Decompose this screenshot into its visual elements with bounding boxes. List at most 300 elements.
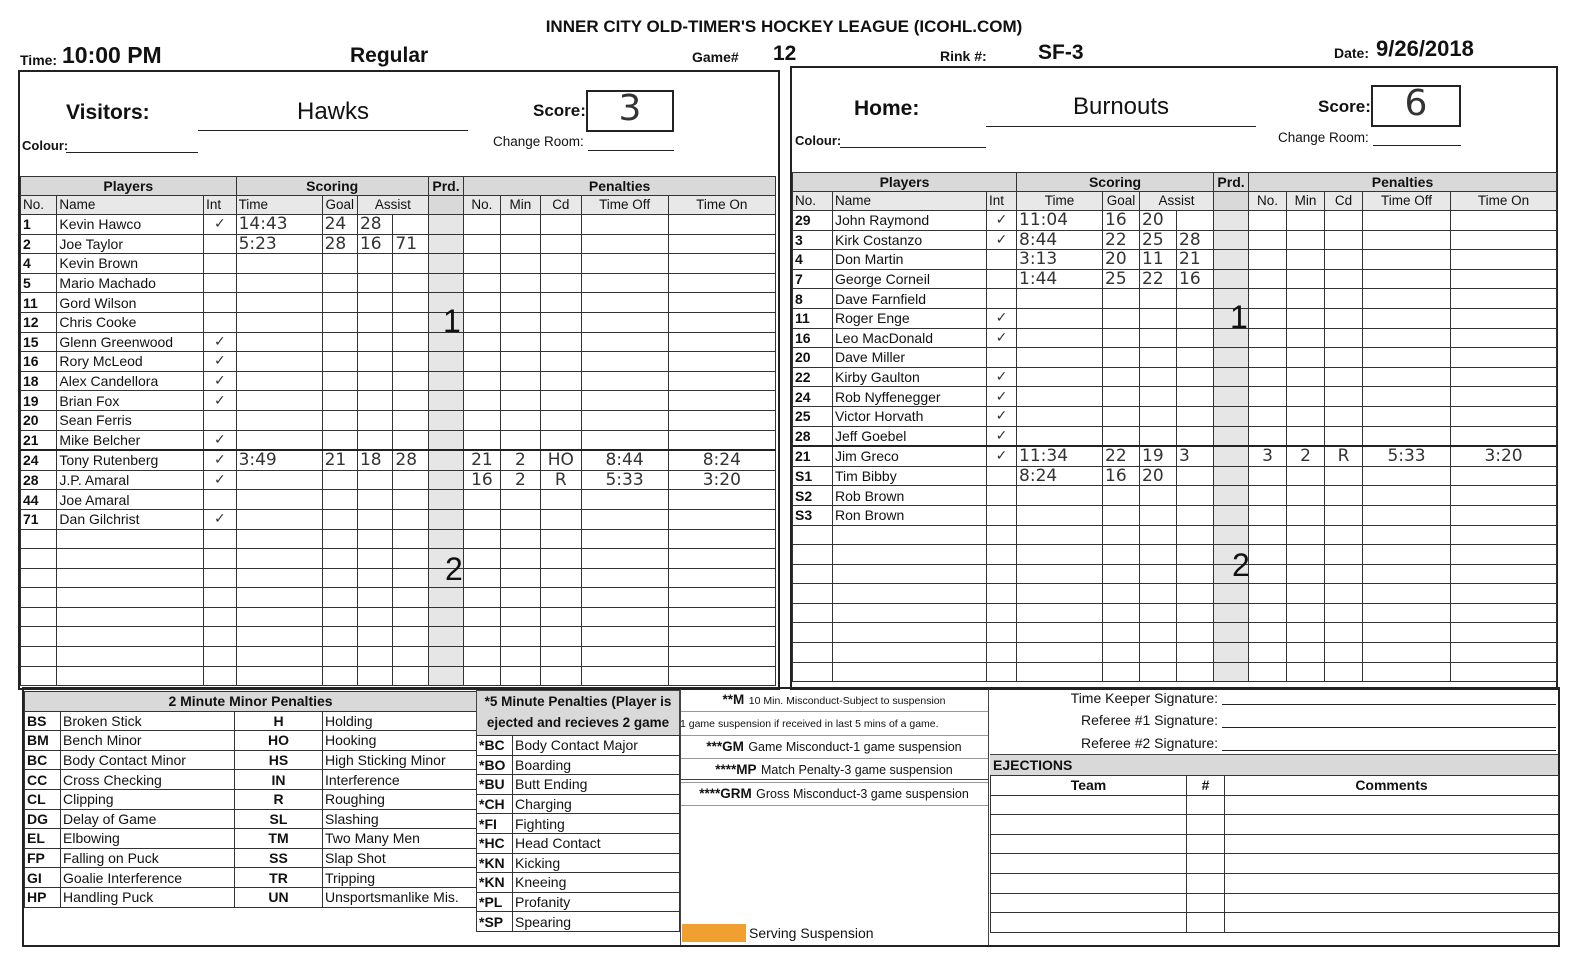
table-row (793, 387, 1557, 407)
penalty-cell (541, 293, 581, 313)
player-number: 7 (793, 269, 833, 289)
player-number (21, 529, 57, 549)
player-int-check: ✓ (987, 406, 1017, 426)
player-number: 4 (793, 250, 833, 270)
penalty-code: BM (25, 731, 61, 751)
penalty-cell (1287, 367, 1325, 387)
penalty-cell (541, 391, 581, 411)
penalty-cell (1287, 230, 1325, 250)
penalty-cell (668, 509, 775, 529)
penalty-number: 3 (1249, 446, 1287, 466)
scoring-assist: 20 (1140, 466, 1177, 486)
scoring-cell (1177, 387, 1214, 407)
penalty-cell (1451, 348, 1557, 368)
player-name: Chris Cooke (57, 312, 204, 332)
scoring-cell (1177, 486, 1214, 506)
players-header: Players (21, 177, 237, 196)
scoring-cell (322, 312, 357, 332)
scoring-cell (393, 627, 428, 647)
period-cell (428, 450, 463, 470)
penalty-cell (1325, 406, 1363, 426)
penalty-cell (1451, 308, 1557, 328)
penalty-code: HO (541, 450, 581, 470)
visitors-period-1: 1 (443, 303, 461, 339)
scoring-cell (357, 371, 392, 391)
rink-number: SF-3 (1038, 41, 1084, 64)
scoring-cell (322, 666, 357, 686)
period-header: Prd. (428, 177, 463, 196)
penalty-cell (1287, 623, 1325, 643)
scoring-assist-2: 21 (1177, 250, 1214, 270)
scoring-cell (393, 273, 428, 293)
penalty-code: *BC (477, 736, 513, 756)
penalty-cell (581, 509, 668, 529)
visitors-period-2: 2 (445, 551, 463, 587)
table-row (793, 525, 1557, 545)
player-number: 11 (793, 308, 833, 328)
player-number: S1 (793, 466, 833, 486)
scoring-cell (1177, 564, 1214, 584)
penalty-description: Slashing (323, 809, 477, 829)
penalty-description: Head Contact (513, 833, 680, 853)
player-name (833, 643, 987, 663)
scoring-assist: 25 (1140, 230, 1177, 250)
penalty-cell (1451, 211, 1557, 231)
penalty-cell (1249, 584, 1287, 604)
col-int: Int (204, 196, 236, 215)
col-no: No. (793, 192, 833, 211)
penalty-minutes: 2 (500, 450, 540, 470)
col-min: Min (1287, 192, 1325, 211)
misconduct-code: ****GRM (699, 785, 752, 801)
scoring-cell (322, 607, 357, 627)
period-cell (428, 352, 463, 372)
scoring-cell (1103, 525, 1140, 545)
player-int-check: ✓ (204, 391, 236, 411)
scoring-time: 11:04 (1017, 211, 1103, 231)
penalty-cell (1249, 289, 1287, 309)
penalty-cell (500, 588, 540, 608)
player-number: 4 (21, 254, 57, 274)
penalty-cell (1363, 545, 1451, 565)
player-name (57, 627, 204, 647)
player-number (21, 549, 57, 569)
table-row (21, 352, 776, 372)
scoring-cell (1017, 348, 1103, 368)
scoring-assist: 28 (357, 215, 392, 235)
penalty-cell (1249, 426, 1287, 446)
serving-suspension-label: Serving Suspension (749, 925, 874, 941)
scoring-cell (1017, 525, 1103, 545)
legend-row (477, 892, 680, 912)
col-assist: Assist (1140, 192, 1214, 211)
scoring-cell (236, 332, 322, 352)
scoring-cell (1140, 584, 1177, 604)
penalty-cell (464, 332, 500, 352)
penalty-cell (1451, 486, 1557, 506)
home-colour-line (840, 147, 986, 148)
penalty-cell (1325, 584, 1363, 604)
penalty-cell (1287, 426, 1325, 446)
period-cell (1214, 367, 1249, 387)
penalty-cell (1451, 230, 1557, 250)
penalty-code: EL (25, 829, 61, 849)
player-number: 19 (21, 391, 57, 411)
player-number (21, 627, 57, 647)
table-row (21, 588, 776, 608)
penalty-code: *KN (477, 853, 513, 873)
player-name (57, 549, 204, 569)
scoring-cell (357, 509, 392, 529)
penalty-cell (500, 549, 540, 569)
penalty-cell (1287, 643, 1325, 663)
scoring-assist-2 (1177, 211, 1214, 231)
players-header: Players (793, 173, 1017, 192)
penalty-cell (668, 352, 775, 372)
scoring-cell (236, 273, 322, 293)
penalty-cell (1287, 387, 1325, 407)
scoring-cell (393, 371, 428, 391)
scoring-cell (236, 627, 322, 647)
penalty-cell (581, 529, 668, 549)
player-int-check (987, 269, 1017, 289)
penalty-description: Broken Stick (61, 711, 235, 731)
ejection-row (991, 815, 1559, 835)
table-row (793, 584, 1557, 604)
penalty-cell (541, 490, 581, 510)
player-number: 12 (21, 312, 57, 332)
penalty-cell (1249, 250, 1287, 270)
player-number: S3 (793, 505, 833, 525)
penalty-cell (1451, 505, 1557, 525)
scoring-goal: 22 (1103, 230, 1140, 250)
legend-row (477, 755, 680, 775)
penalty-cell (581, 607, 668, 627)
scoring-cell (1140, 623, 1177, 643)
penalty-cell (541, 430, 581, 450)
col-name: Name (833, 192, 987, 211)
scoring-cell (236, 490, 322, 510)
scoring-cell (236, 430, 322, 450)
penalty-cell (500, 371, 540, 391)
penalty-description: Handling Puck (61, 887, 235, 907)
penalty-description: Spearing (513, 912, 680, 932)
scoring-cell (357, 332, 392, 352)
scoring-cell (393, 332, 428, 352)
scoring-cell (1140, 525, 1177, 545)
penalty-code: *HC (477, 833, 513, 853)
player-number: 2 (21, 234, 57, 254)
table-row (21, 529, 776, 549)
table-row (21, 450, 776, 470)
scoring-cell (1103, 328, 1140, 348)
penalty-code: BS (25, 711, 61, 731)
period-cell (428, 627, 463, 647)
penalty-description: Butt Ending (513, 775, 680, 795)
legend-row (477, 814, 680, 834)
penalty-description: Delay of Game (61, 809, 235, 829)
penalty-cell (464, 627, 500, 647)
ejection-cell (1187, 854, 1225, 874)
scoring-cell (357, 647, 392, 667)
player-name (833, 525, 987, 545)
player-number (793, 643, 833, 663)
player-number: 16 (793, 328, 833, 348)
col-time-on: Time On (1451, 192, 1557, 211)
scoring-time: 11:34 (1017, 446, 1103, 466)
table-row (21, 666, 776, 686)
legend-row (25, 848, 477, 868)
table-row (21, 371, 776, 391)
ejections-comments-header: Comments (1225, 776, 1559, 796)
penalty-code: R (1325, 446, 1363, 466)
scoring-cell (322, 410, 357, 430)
period-cell (428, 470, 463, 490)
player-number: 8 (793, 289, 833, 309)
penalty-cell (464, 549, 500, 569)
penalty-cell (581, 549, 668, 569)
player-int-check (204, 273, 236, 293)
scoring-cell (357, 293, 392, 313)
penalty-code: *KN (477, 873, 513, 893)
player-number: 24 (793, 387, 833, 407)
scoring-cell (393, 666, 428, 686)
scoring-cell (1140, 564, 1177, 584)
penalty-cell (1451, 603, 1557, 623)
penalty-cell (1249, 505, 1287, 525)
player-name: Glenn Greenwood (57, 332, 204, 352)
penalty-description: Falling on Puck (61, 848, 235, 868)
scoring-cell (1017, 643, 1103, 663)
col-int: Int (987, 192, 1017, 211)
visitors-change-room-line (588, 150, 674, 151)
penalty-cell (668, 254, 775, 274)
penalty-cell (668, 215, 775, 235)
penalty-cell (541, 568, 581, 588)
scoring-cell (1103, 426, 1140, 446)
penalty-cell (1451, 643, 1557, 663)
period-cell (1214, 466, 1249, 486)
penalty-cell (500, 293, 540, 313)
scoring-goal: 16 (1103, 211, 1140, 231)
player-int-check: ✓ (204, 430, 236, 450)
penalty-cell (1325, 387, 1363, 407)
penalty-cell (1363, 466, 1451, 486)
scoring-cell (1103, 623, 1140, 643)
period-cell (428, 529, 463, 549)
penalty-cell (464, 273, 500, 293)
scoring-cell (322, 332, 357, 352)
visitors-change-room-label: Change Room: (493, 134, 584, 149)
player-name (57, 588, 204, 608)
misconduct-description: Match Penalty-3 game suspension (760, 763, 953, 778)
penalty-code: HO (235, 731, 323, 751)
player-int-check (204, 234, 236, 254)
home-colour-label: Colour: (795, 133, 842, 148)
penalty-time-off: 8:44 (581, 450, 668, 470)
col-pen-no: No. (464, 196, 500, 215)
penalty-cell (1451, 367, 1557, 387)
table-row (21, 647, 776, 667)
minor-penalties-title: 2 Minute Minor Penalties (25, 692, 477, 712)
scoring-cell (1103, 348, 1140, 368)
scoring-cell (357, 568, 392, 588)
penalty-cell (581, 490, 668, 510)
scoring-cell (1177, 426, 1214, 446)
misconduct-item (680, 712, 988, 735)
col-no: No. (21, 196, 57, 215)
penalty-cell (581, 371, 668, 391)
penalty-cell (581, 234, 668, 254)
table-row (21, 627, 776, 647)
legend-row (25, 809, 477, 829)
legend-row (25, 868, 477, 888)
penalty-cell (1287, 269, 1325, 289)
scoring-cell (1140, 289, 1177, 309)
misconduct-item (680, 689, 988, 712)
penalty-cell (668, 666, 775, 686)
player-int-check (987, 466, 1017, 486)
penalty-code: SS (235, 848, 323, 868)
penalty-cell (1287, 348, 1325, 368)
scoring-cell (322, 627, 357, 647)
table-row (793, 230, 1557, 250)
col-name: Name (57, 196, 204, 215)
period-cell (428, 410, 463, 430)
player-name: Kevin Hawco (57, 215, 204, 235)
table-row (793, 505, 1557, 525)
penalty-cell (464, 529, 500, 549)
player-int-check (987, 348, 1017, 368)
referee1-signature-line[interactable] (1222, 727, 1556, 728)
scoring-cell (1177, 289, 1214, 309)
scoring-cell (1177, 308, 1214, 328)
period-cell (428, 215, 463, 235)
scoring-cell (236, 391, 322, 411)
player-name (833, 623, 987, 643)
penalty-cell (1451, 466, 1557, 486)
legend-row (25, 770, 477, 790)
penalty-cell (668, 627, 775, 647)
scoring-cell (393, 588, 428, 608)
penalty-cell (1363, 367, 1451, 387)
col-goal: Goal (322, 196, 357, 215)
player-name: Kirby Gaulton (833, 367, 987, 387)
penalty-cell (1325, 505, 1363, 525)
visitors-score: 3 (618, 88, 642, 129)
scoring-cell (1017, 367, 1103, 387)
penalty-cell (1325, 230, 1363, 250)
player-int-check (204, 529, 236, 549)
penalty-cell (500, 410, 540, 430)
ejection-cell (991, 795, 1187, 815)
player-name (833, 584, 987, 604)
penalty-cell (541, 215, 581, 235)
penalty-description: Boarding (513, 755, 680, 775)
scoring-cell (1103, 486, 1140, 506)
penalty-description: Bench Minor (61, 731, 235, 751)
penalty-cell (1249, 230, 1287, 250)
period-cell (1214, 406, 1249, 426)
ejection-cell (1225, 893, 1559, 913)
table-row (21, 391, 776, 411)
scoring-cell (236, 509, 322, 529)
referee2-signature-line[interactable] (1222, 750, 1556, 751)
scoring-cell (1177, 348, 1214, 368)
scoring-cell (322, 568, 357, 588)
penalty-cell (464, 568, 500, 588)
penalty-description: Hooking (323, 731, 477, 751)
scoring-cell (357, 273, 392, 293)
misconduct-description: Gross Misconduct-3 game suspension (756, 786, 969, 801)
col-goal: Goal (1103, 192, 1140, 211)
ejection-cell (1225, 834, 1559, 854)
period-cell (1214, 348, 1249, 368)
penalty-cell (500, 332, 540, 352)
scoring-assist: 16 (357, 234, 392, 254)
visitors-score-label: Score: (533, 101, 586, 120)
player-name (57, 666, 204, 686)
table-row (793, 367, 1557, 387)
scoring-cell (322, 647, 357, 667)
misconduct-description: 10 Min. Misconduct-Subject to suspension (748, 695, 946, 707)
player-number: 28 (793, 426, 833, 446)
player-number: 20 (793, 348, 833, 368)
misconduct-description: 1 game suspension if received in last 5 mins of a game. (680, 718, 939, 731)
legend-row (477, 833, 680, 853)
penalty-description: Kicking (513, 853, 680, 873)
penalty-cell (464, 371, 500, 391)
ejection-cell (1225, 815, 1559, 835)
penalty-cell (541, 627, 581, 647)
scoring-cell (1140, 348, 1177, 368)
penalty-cell (1249, 564, 1287, 584)
ejection-cell (1187, 834, 1225, 854)
visitors-label: Visitors: (66, 101, 150, 124)
ejections-title: EJECTIONS (993, 757, 1073, 773)
scoring-goal: 24 (322, 215, 357, 235)
scoring-assist-2: 28 (1177, 230, 1214, 250)
scoring-cell (1140, 486, 1177, 506)
penalty-cell (1363, 211, 1451, 231)
scoring-cell (357, 627, 392, 647)
scoring-assist: 22 (1140, 269, 1177, 289)
home-period-1: 1 (1230, 299, 1248, 335)
player-int-check: ✓ (204, 332, 236, 352)
scoring-cell (357, 430, 392, 450)
penalty-cell (541, 332, 581, 352)
minor-penalties-table (24, 691, 477, 908)
player-int-check (987, 525, 1017, 545)
home-team-name: Burnouts (1072, 93, 1170, 120)
legend-row (477, 853, 680, 873)
ejection-cell (991, 893, 1187, 913)
penalty-code: UN (235, 887, 323, 907)
scoring-cell (1017, 406, 1103, 426)
penalty-cell (464, 410, 500, 430)
ejection-cell (1225, 913, 1559, 933)
home-period-2: 2 (1232, 547, 1250, 583)
table-row (793, 643, 1557, 663)
penalty-time-on: 3:20 (668, 470, 775, 490)
scoring-cell (357, 352, 392, 372)
player-int-check (987, 289, 1017, 309)
period-cell (1214, 230, 1249, 250)
timekeeper-signature-line[interactable] (1222, 704, 1556, 705)
penalty-cell (1325, 525, 1363, 545)
penalty-cell (1363, 387, 1451, 407)
major-penalties-table (476, 735, 680, 932)
